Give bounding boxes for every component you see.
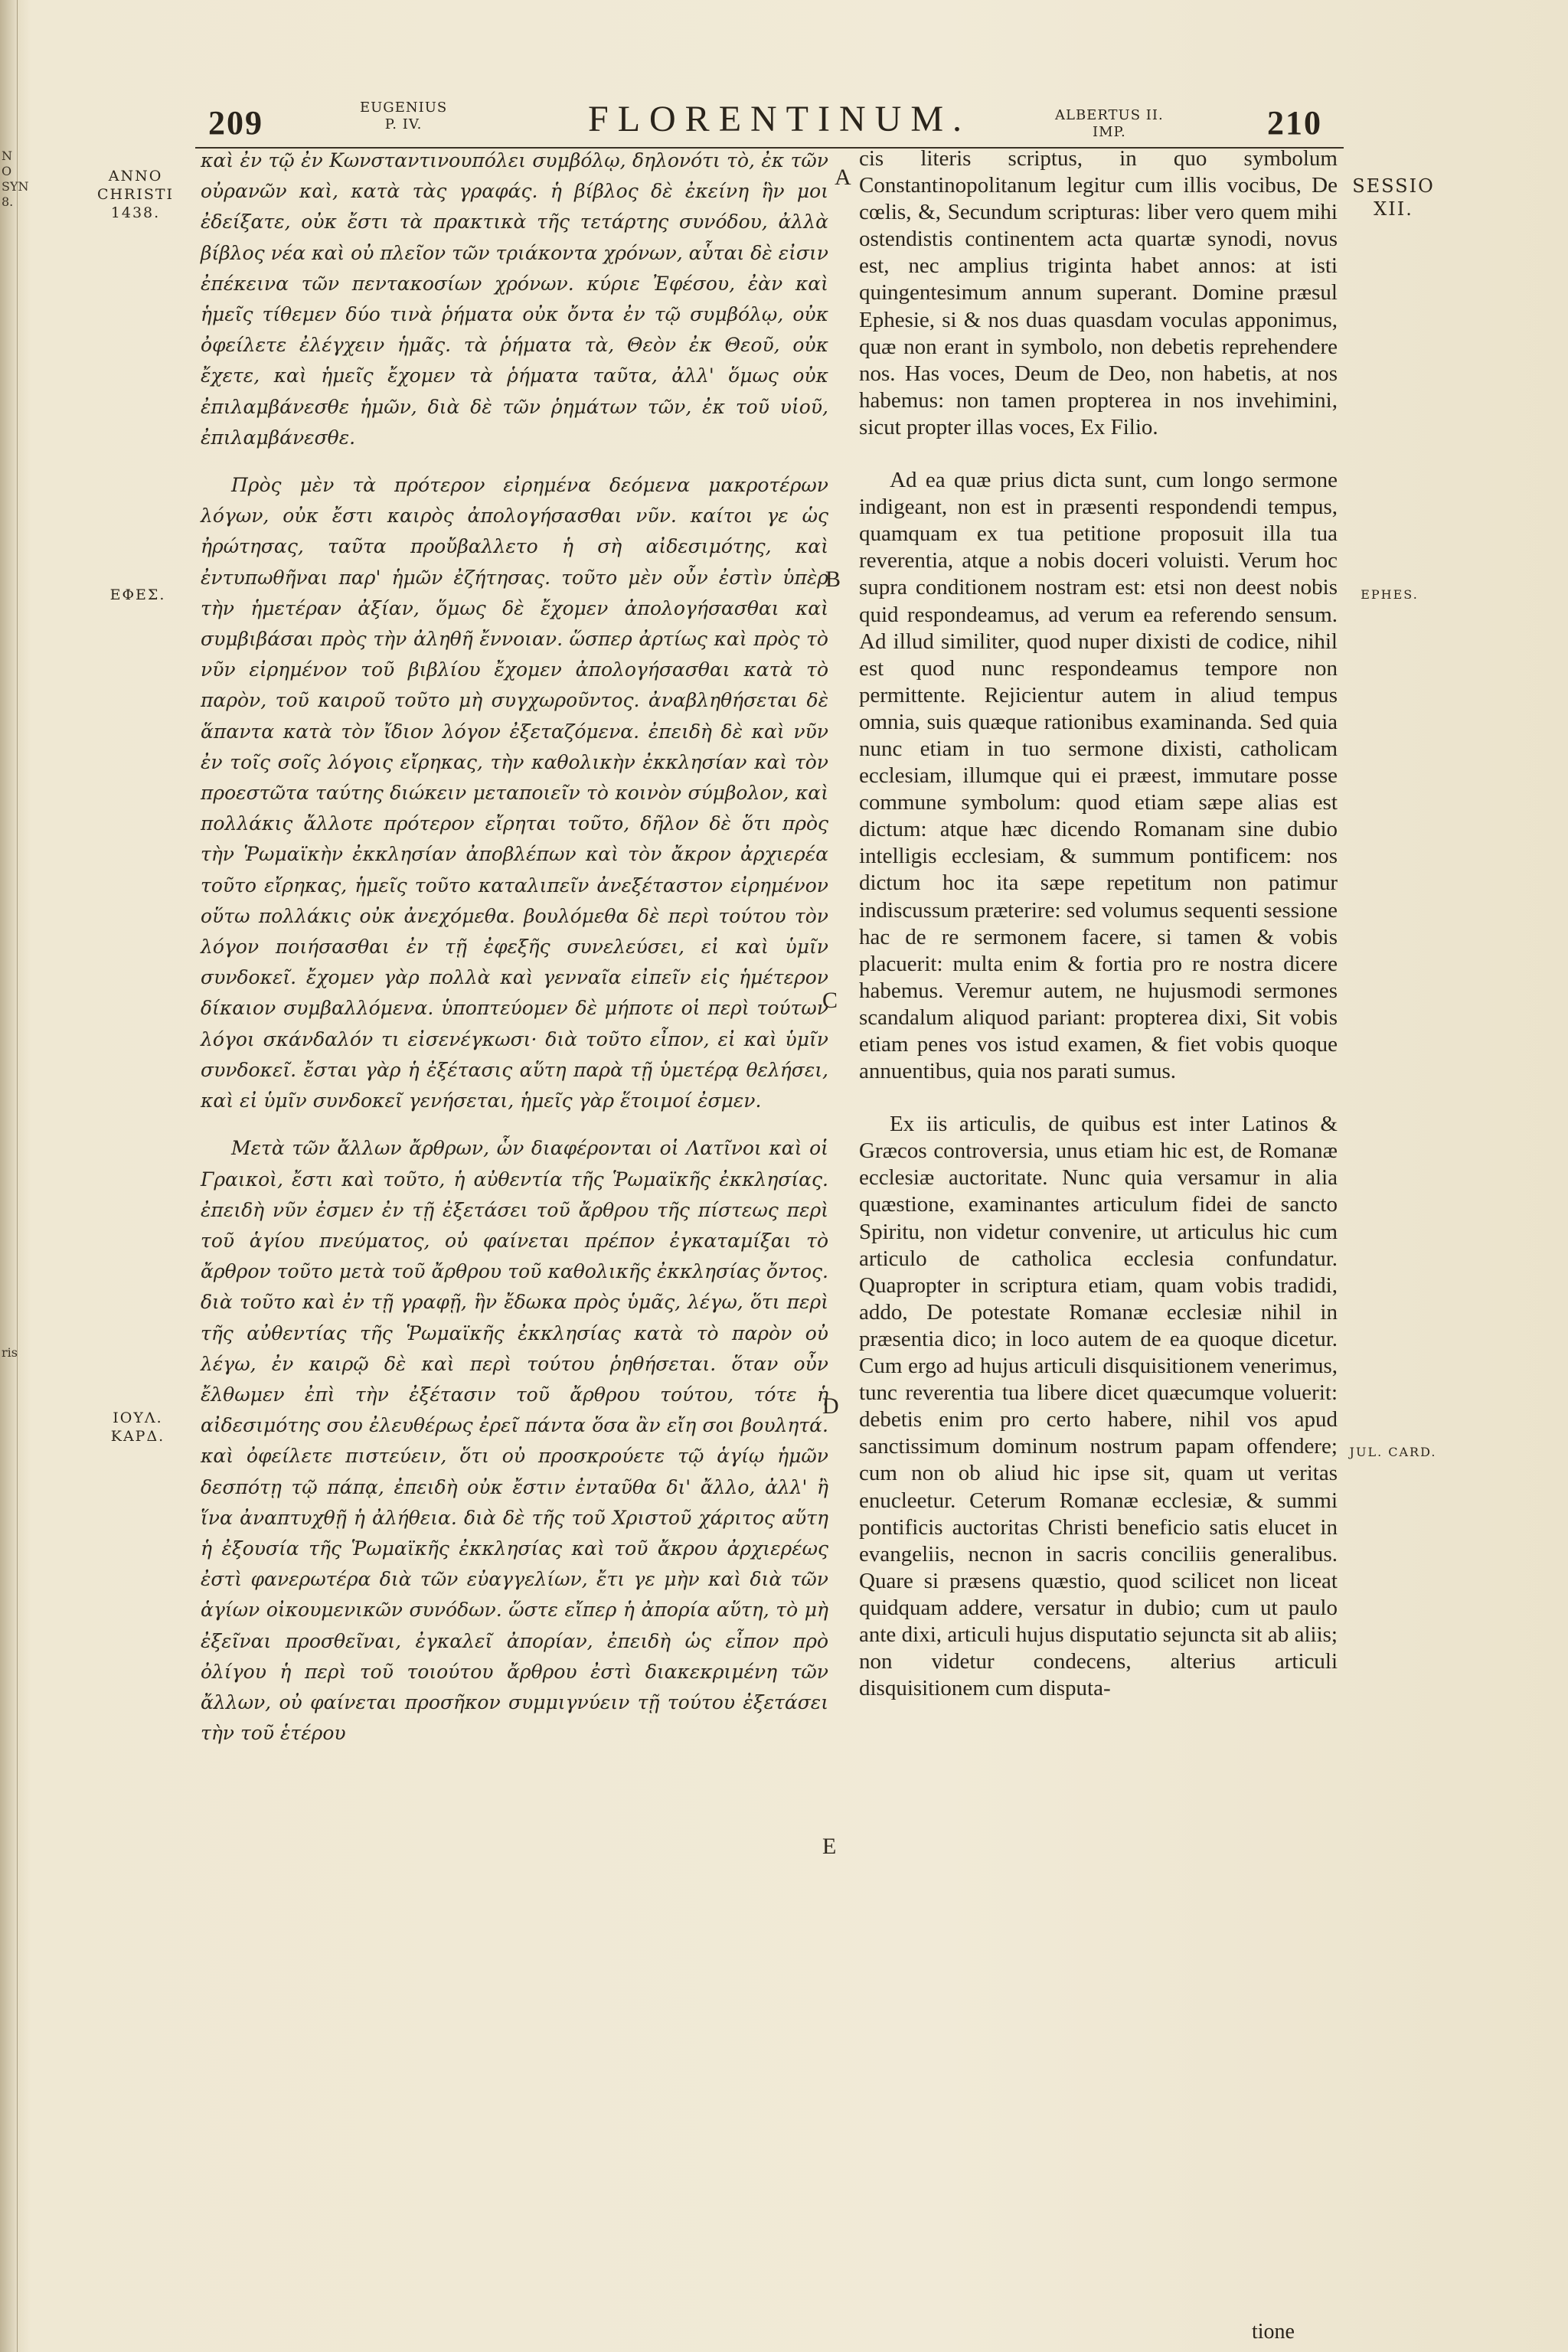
margin-line: CHRISTI xyxy=(96,186,175,203)
speaker-label-ephes-latin: EPHES. xyxy=(1361,587,1419,602)
latin-paragraph: Ad ea quæ prius dicta sunt, cum longo sermone indigeant, non est in præsenti respondendi tempus, quamquam ex tua petitione proposuit illa tua reverentia, atque a nobis doceri voluisti. Verum hoc supra conditionem nostram est: etsi non deest nobis quid respondeamus, ad verum ea referendo sensum. Ad illud similiter, quod nuper dixisti de codice, nihil est quod nunc respondeamus tempore non permittente. Rejicientur autem in aliud tempus omnia, suis quæque rationibus examinanda. Sed quia nunc etiam in tuo sermone dixisti, catholicam ecclesiam, illumque qui ei præest, immutare posse commune symbolum: quod etiam sæpe alias est dictum: atque hæc dicendo Romanam sine dubio intelligis ecclesiam, & summum pontificem: nos dictum hoc ita sæpe repetitum non patimur indiscussum præterire: sed volumus sequenti sessione hac de re sermonem facere, si tamen & vobis placuerit: multa enim & fortia pro re nostra dicere habemus. Veremur autem, ne hujusmodi sermones scandalum aliquod pariant: propterea dixi, Sit vobis etiam penes vos istud examen, & fiet vobis quoque annuentibus, quia nos parati sumus. xyxy=(859,468,1338,1084)
bleed-text: N xyxy=(2,149,12,163)
bleed-text: O xyxy=(2,164,12,178)
section-letter: A xyxy=(835,165,851,190)
latin-paragraph: Ex iis articulis, de quibus est inter Latinos & Græcos controversia, unus etiam hic est, de Romanæ ecclesiæ auctoritate. Nunc quia versamur in alia quæstione, examinantes articulum fidei de sancto Spiritu, non videtur convenire, ut articulus hic cum articulo de catholica ecclesia confundatur. Quapropter in scriptura etiam, quam vobis tradidi, addo, De potestate Romanæ ecclesiæ nihil in præsentia dico; in loco autem de ea quoque dicetur. Cum ergo ad hujus articuli disquisitionem venerimus, tunc reverentia tua libere dicet quæcumque voluerit: debetis enim pro certo habere, nihil vos apud sanctissimum dominum nostrum papam offendere; cum non ob aliud hic ipse sit, quam ut veritas enucleetur. Ceterum Romanæ ecclesiæ, & summi pontificis auctoritas Christi beneficio satis elucet in evangeliis, necnon in sacris conciliis generalibus. Quare si præsens quæstio, quod scilicet non liceat quidquam addere, versatur in dubio; cum ut paulo ante dixi, articuli hujus disputatio sejuncta sit ab aliis; non videtur condecens, alterius articuli disquisitionem cum disputa- xyxy=(859,1112,1338,1701)
catchword: tione xyxy=(1252,2320,1295,2344)
page-title: FLORENTINUM. xyxy=(588,99,971,139)
greek-paragraph: Πρὸς μὲν τὰ πρότερον εἰρημένα δεόμενα μακροτέρων λόγων, οὐκ ἔστι καιρὸς ἀπολογήσασθαι νῦν. καίτοι γε ὡς ἠρώτησας, ταῦτα προὔβαλλετο ἡ σὴ αἰδεσιμότης, καὶ ἐντυπωθῆναι παρ' ἡμῶν ἐζήτησας. τοῦτο μὲν οὖν ἐστὶν ὑπὲρ τὴν ἡμετέραν ἀξίαν, ὅμως δὲ ἔχομεν ἀπολογήσασθαι καὶ συμβιβάσαι πρὸς τὴν ἀληθῆ ἔννοιαν. ὥσπερ ἀρτίως καὶ πρὸς τὸ νῦν εἰρημένον τοῦ βιβλίου ἔχομεν ἀπολογήσασθαι κατὰ τὸ παρὸν, τοῦ καιροῦ τοῦτο μὴ συγχωροῦντος. ἀναβληθήσεται δὲ ἅπαντα κατὰ τὸν ἴδιον λόγον ἐξεταζόμενα. ἐπειδὴ δὲ καὶ νῦν ἐν τοῖς σοῖς λόγοις εἴρηκας, τὴν καθολικὴν ἐκκλησίαν καὶ τὸν προεστῶτα ταύτης διώκειν μεταποιεῖν τὸ κοινὸν σύμβολον, καὶ πολλάκις ἄλλοτε πρότερον εἴρηται τοῦτο, δῆλον δὲ ὅτι πρὸς τὴν Ῥωμαϊκὴν ἐκκλησίαν ἀποβλέπων καὶ τὸν ἄκρον ἀρχιερέα τοῦτο εἴρηκας, ἡμεῖς τοῦτο καταλιπεῖν ἀνεξέταστον εἰρημένον οὕτω πολλάκις οὐκ ἀνεχόμεθα. βουλόμεθα δὲ περὶ τούτου τὸν λόγον ποιήσασθαι ἐν τῇ ἐφεξῆς συνελεύσει, εἰ καὶ ὑμῖν συνδοκεῖ. ἔχομεν γὰρ πολλὰ καὶ γενναῖα εἰπεῖν εἰς ἡμέτερον δίκαιον συμβαλλόμενα. ὑποπτεύομεν δὲ μήποτε οἱ περὶ τούτων λόγοι σκάνδαλόν τι εἰσενέγκωσι· διὰ τοῦτο εἶπον, εἰ καὶ ὑμῖν συνδοκεῖ. ἔσται γὰρ ἡ ἐξέτασις αὕτη παρὰ τῇ ὑμετέρᾳ θελήσει, καὶ εἰ ὑμῖν συνδοκεῖ γενήσεται, ἡμεῖς γὰρ ἕτοιμοί ἐσμεν. xyxy=(201,474,828,1112)
margin-line: 1438. xyxy=(110,204,161,221)
paragraph-gap xyxy=(859,1085,1338,1111)
right-running-head xyxy=(1055,107,1164,141)
session-label xyxy=(1348,175,1439,220)
section-letter: E xyxy=(822,1834,837,1859)
anno-christi-label xyxy=(86,167,185,222)
greek-paragraph: καὶ ἐν τῷ ἐν Κωνσταντινουπόλει συμβόλῳ, δηλονότι τὸ, ἐκ τῶν οὐρανῶν καὶ, κατὰ τὰς γραφάς. ἡ βίβλος δὲ ἐκείνη ἣν μοι ἐδείξατε, οὐκ ἔστι τὰ πρακτικὰ τῆς τετάρτης συνόδου, ἀλλὰ βίβλος νέα καὶ οὐ πλεῖον τῶν τριάκοντα χρόνων, αὗται δὲ εἰσιν ἐπέκεινα τῶν πεντακοσίων χρόνων. κύριε Ἐφέσου, ἐὰν καὶ ἡμεῖς τίθεμεν δύο τινὰ ῥήματα οὐκ ὄντα ἐν τῷ συμβόλῳ, οὐκ ὀφείλετε ἐλέγχειν ἡμᾶς. τὰ ῥήματα τὰ, Θεὸν ἐκ Θεοῦ, οὐκ ἔχετε, καὶ ἡμεῖς ἔχομεν τὰ ῥήματα ταῦτα, ἀλλ' ὅμως οὐκ ἐπιλαμβάνεσθε ἡμῶν, διὰ δὲ τῶν ῥημάτων τῶν, ἐκ τοῦ υἱοῦ, ἐπιλαμβάνεσθε. xyxy=(201,149,828,449)
running-head-line: ALBERTUS II. xyxy=(1055,107,1164,123)
left-page-number: 209 xyxy=(208,104,263,142)
paragraph-gap xyxy=(859,441,1338,467)
section-letter: D xyxy=(822,1393,839,1419)
greek-paragraph: Μετὰ τῶν ἄλλων ἄρθρων, ὧν διαφέρονται οἱ Λατῖνοι καὶ οἱ Γραικοὶ, ἔστι καὶ τοῦτο, ἡ αὐθεντία τῆς Ῥωμαϊκῆς ἐκκλησίας. ἐπειδὴ νῦν ἐσμεν ἐν τῇ ἐξετάσει τοῦ ἄρθρου τῆς πίστεως περὶ τοῦ ἁγίου πνεύματος, οὐ φαίνεται πρέπον ἐγκαταμίξαι τὸ ἄρθρον τοῦτο μετὰ τοῦ ἄρθρου τοῦ καθολικῆς ἐκκλησίας ὄντος. διὰ τοῦτο καὶ ἐν τῇ γραφῇ, ἣν ἔδωκα πρὸς ὑμᾶς, λέγω, ὅτι περὶ τῆς αὐθεντίας τῆς Ῥωμαϊκῆς ἐκκλησίας κατὰ τὸ παρὸν οὐ λέγω, ἐν καιρῷ δὲ καὶ περὶ τούτου ῥηθήσεται. ὅταν οὖν ἔλθωμεν ἐπὶ τὴν ἐξέτασιν τοῦ ἄρθρου τούτου, τότε ἡ αἰδεσιμότης σου ἐλευθέρως ἐρεῖ πάντα ὅσα ἂν εἴη σοι βουλητά. καὶ ὀφείλετε πιστεύειν, ὅτι οὐ προσκρούετε τῷ ἁγίῳ ἡμῶν δεσπότῃ τῷ πάπᾳ, ἐπειδὴ οὐκ ἔστιν ἐνταῦθα δι' ἄλλο, ἀλλ' ἢ ἵνα ἀναπτυχθῇ ἡ ἀλήθεια. διὰ δὲ τῆς τοῦ Χριστοῦ χάριτος αὕτη ἡ ἐξουσία τῆς Ῥωμαϊκῆς ἐκκλησίας καὶ τοῦ ἄκρου ἀρχιερέως ἐστὶ φανερωτέρα διὰ τῶν εὐαγγελίων, ἔτι γε μὴν καὶ διὰ τῶν ἁγίων οἰκουμενικῶν συνόδων. ὥστε εἴπερ ἡ ἀπορία αὕτη, τὸ μὴ ἐξεῖναι προσθεῖναι, ἐγκαλεῖ ἀπορίαν, ἐπειδὴ ὡς εἶπον πρὸ ὀλίγου ἡ περὶ τοῦ τοιούτου ἄρθρου ἐστὶ διακεκριμένη τῶν ἄλλων, οὐ φαίνεται προσῆκον συμμιγνύειν τῇ τούτου ἐξετάσει τὴν τοῦ ἑτέρου xyxy=(201,1137,828,1745)
margin-line: ΚΑΡΔ. xyxy=(110,1428,165,1445)
bleed-text: ris xyxy=(2,1345,18,1360)
latin-column xyxy=(859,145,1338,1702)
bleed-text: 8. xyxy=(2,194,14,209)
running-head-line: IMP. xyxy=(1093,124,1126,140)
margin-line: SESSIO xyxy=(1352,175,1435,197)
adjacent-page-edge xyxy=(0,0,29,2352)
section-letter: B xyxy=(825,567,841,592)
greek-column xyxy=(201,145,828,1749)
paragraph-gap xyxy=(201,453,828,470)
bleed-text: SYN xyxy=(2,179,29,194)
running-head-line: EUGENIUS xyxy=(360,100,448,116)
speaker-label-julian-latin: JUL. CARD. xyxy=(1349,1445,1437,1459)
right-page-number: 210 xyxy=(1267,104,1322,142)
margin-line: ANNO xyxy=(108,168,163,185)
section-letter: C xyxy=(822,988,838,1013)
speaker-label-ephes-greek: ΕΦΕΣ. xyxy=(109,586,166,603)
paragraph-gap xyxy=(201,1116,828,1133)
speaker-label-julian-greek xyxy=(100,1409,176,1446)
margin-line: ΙΟΥΛ. xyxy=(113,1410,163,1426)
latin-paragraph: cis literis scriptus, in quo symbolum Constantinopolitanum legitur cum illis vocibus, De cœlis, &, Secundum scripturas: liber vero quem mihi ostendistis continentem acta quartæ synodi, novus est, nec amplius triginta habet annos: at isti quingentesimum annum superant. Domine præsul Ephesie, si & nos duas quasdam voculas apponimus, quæ non erant in symbolo, non debetis reprehendere nos. Has voces, Deum de Deo, non habetis, at nos habemus: non tamen propterea in nos invehimini, sicut propter illas voces, Ex Filio. xyxy=(859,146,1338,439)
margin-line: XII. xyxy=(1374,198,1413,220)
running-head-line: P. IV. xyxy=(384,116,423,132)
left-running-head xyxy=(360,100,447,133)
